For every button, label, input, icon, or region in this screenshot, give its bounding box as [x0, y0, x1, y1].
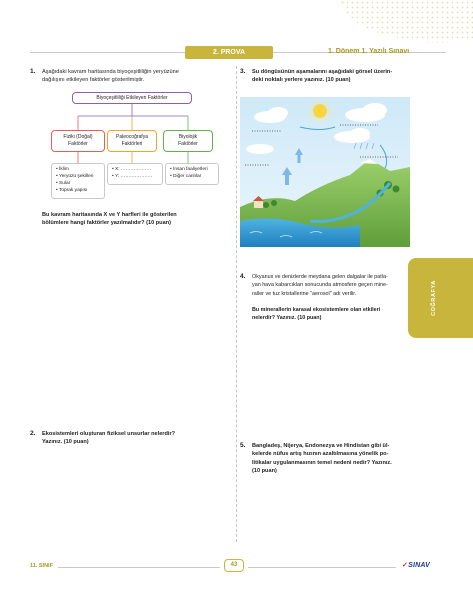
list-item: • X: ………………. [112, 166, 158, 173]
q2-text-line: Yazınız. (10 puan) [42, 439, 89, 446]
q4-number: 4. [240, 273, 246, 280]
list-item: • İklim [56, 166, 100, 173]
q3-text [252, 68, 452, 85]
concept-map-root-label: Biyoçeşitliliği Etkileyen Faktörler [96, 94, 168, 101]
concept-map-physical [51, 130, 105, 152]
q4-question-line: nelerdir? Yazınız. (10 puan) [252, 315, 322, 322]
q1-question-line: Bu kavram haritasında X ve Y harfleri ile gösterilen [42, 212, 177, 218]
q2-text-line: Ekosistemleri oluşturan fiziksel unsurlar nelerdir? [42, 431, 176, 437]
list-item: • Yeryüzü şekilleri [56, 173, 100, 180]
footer-rule-right [248, 567, 396, 568]
q4-question [252, 306, 406, 323]
concept-map-paleo [107, 130, 157, 152]
list-item: • Toprak yapısı [56, 187, 100, 194]
q4-text-line: Okyanus ve denizlerde meydana gelen dalgalar ile patla- [252, 274, 388, 280]
exam-title: 1. Dönem 1. Yazılı Sınavı [328, 48, 410, 55]
footer-rule-left [58, 567, 220, 568]
q3-number: 3. [240, 68, 246, 75]
concept-map-bio [163, 130, 213, 152]
q1-question [42, 211, 232, 228]
q5-text-line: (10 puan) [252, 468, 277, 475]
publisher-name: SINAV [408, 562, 430, 569]
q5-text-line: Bangladeş, Nijerya, Endonezya ve Hindistan gibi ül- [252, 443, 390, 449]
paleo-title: Paleocoğrafya [116, 134, 148, 140]
q4-text-line: yan hava kabarcıkları sonucunda atmosfere geçen mine- [252, 282, 388, 289]
paleo-list [107, 163, 163, 185]
footer-class-label: 11. SINIF [30, 563, 53, 569]
q1-intro-line: dağılışını etkileyen faktörler gösterilmiştir. [42, 77, 145, 84]
list-item: • İnsan faaliyetleri [170, 166, 214, 173]
concept-map-root [72, 92, 192, 104]
bio-title: Faktörler [178, 141, 198, 147]
q1-intro-line: Aşağıdaki kavram haritasında biyoçeşitliliğin yeryüzüne [42, 69, 179, 75]
q5-number: 5. [240, 442, 246, 449]
q3-text-line: deki noktalı yerlere yazınız. (10 puan) [252, 77, 351, 84]
subject-tab-label: COĞRAFYA [431, 280, 437, 316]
water-cycle-illustration [240, 97, 410, 247]
list-item: • Sular [56, 180, 100, 187]
list-item: • Y: ……………….. [112, 173, 158, 180]
q5-text-line: litikalar uygulanmasının temel nedeni nedir? Yazınız. [252, 459, 392, 466]
q1-number: 1. [30, 68, 36, 75]
q5-text [252, 442, 452, 476]
publisher-logo [402, 561, 430, 569]
physical-title: Fiziki (Doğal) [63, 134, 93, 140]
q5-text-line: kelerde nüfus artış hızının azaltılmasına yönelik po- [252, 451, 389, 458]
q4-question-line: Bu minerallerin karasal ekosistemlere olan etkileri [252, 307, 381, 313]
physical-title: Faktörler [68, 141, 88, 147]
prova-tag: 2. PROVA [185, 46, 273, 59]
bio-title: Biyolojik [178, 134, 198, 140]
q4-text [252, 273, 406, 298]
paleo-title: Faktörleri [121, 141, 143, 147]
physical-list [51, 163, 105, 199]
q2-number: 2. [30, 430, 36, 437]
q4-text-line: raller ve tuz kristallerine "aerosol" adı verilir. [252, 290, 357, 297]
q2-text [42, 430, 232, 447]
logo-mark-icon: ✓ [402, 562, 409, 569]
q1-question-line: bölümlere hangi faktörler yazılmalıdır? (10 puan) [42, 220, 171, 227]
list-item: • Diğer canlılar [170, 173, 214, 180]
page-number: 43 [224, 559, 244, 572]
bio-list [165, 163, 219, 185]
q3-text-line: Su döngüsünün aşamalarını aşağıdaki görsel üzerin- [252, 69, 393, 75]
